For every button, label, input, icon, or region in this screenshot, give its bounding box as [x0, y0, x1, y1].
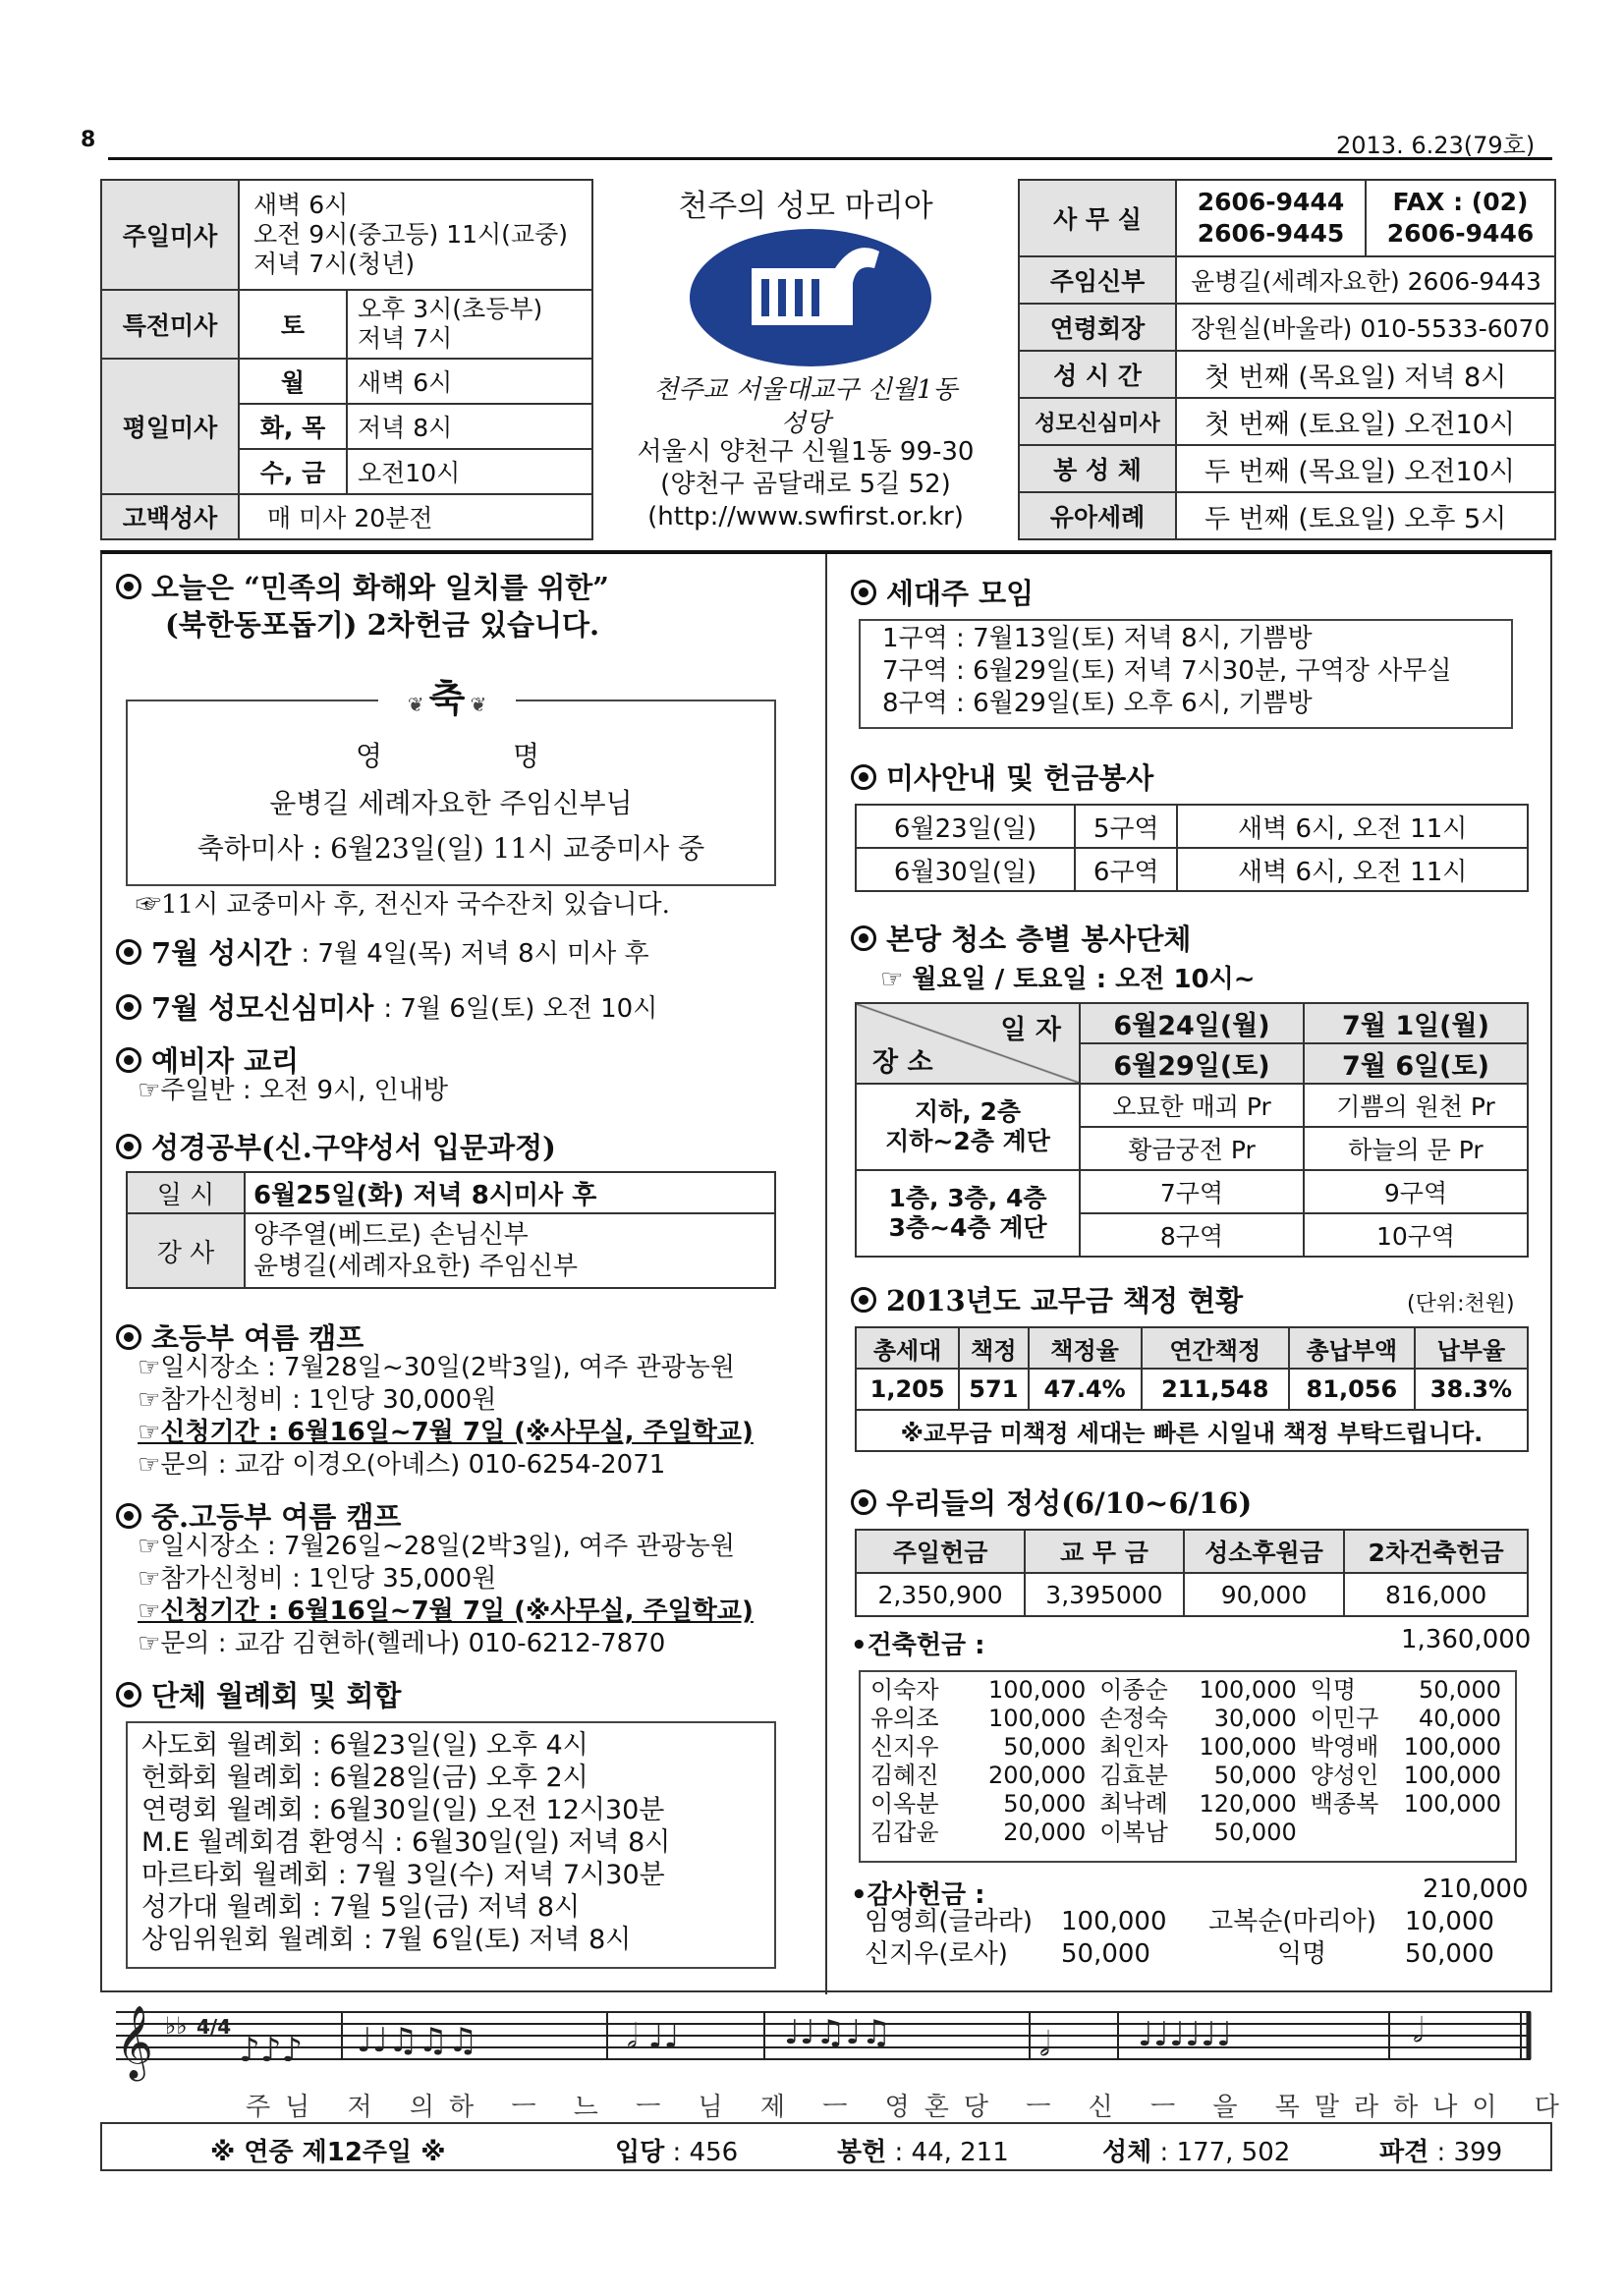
offering-notice — [116, 566, 609, 606]
bullet-icon — [116, 1682, 141, 1708]
marian-mass — [116, 986, 657, 1027]
donor-name: 최인자 — [1099, 1733, 1168, 1761]
kids-camp-details — [138, 1352, 754, 1482]
entry-hymn: : 456 — [672, 2138, 739, 2167]
special-mass-label: 특전미사 — [101, 290, 239, 359]
lecturer: 양주열(베드로) 손님신부 — [253, 1220, 529, 1250]
svg-text:𝅗𝅥: 𝅗𝅥 — [1413, 2011, 1424, 2050]
congrats-sub-right: 명 — [513, 740, 540, 772]
groups-box — [126, 1721, 776, 1969]
offering-header: 성소후원금 — [1184, 1530, 1345, 1573]
missal-district: 5구역 — [1075, 805, 1177, 848]
offering-header: 교 무 금 — [1025, 1530, 1184, 1573]
bullet-icon — [851, 1287, 876, 1313]
district-meetings — [851, 572, 1034, 612]
district-title: 세대주 모임 — [886, 577, 1035, 610]
kids-camp-line: ☞일시장소 : 7월28일~30일(2박3일), 여주 관광농원 — [138, 1353, 735, 1382]
donor-amount: 50,000 — [1003, 1790, 1087, 1818]
missal-date: 6월30일(일) — [856, 848, 1075, 891]
teen-camp — [116, 1495, 401, 1536]
missal-table — [855, 804, 1529, 892]
music-staff — [116, 2002, 1540, 2087]
office-fax: FAX : (02) 2606-9446 — [1366, 180, 1555, 256]
bible-date-label: 일 시 — [127, 1172, 245, 1213]
thanks-amount: 10,000 — [1405, 1907, 1494, 1936]
svg-text:♪♪♪: ♪♪♪ — [239, 2031, 304, 2070]
missal-time: 새벽 6시, 오전 11시 — [1177, 848, 1528, 891]
catechumen-title: 예비자 교리 — [151, 1044, 300, 1078]
road-address-line: (양천구 곰달래로 5길 52) — [660, 470, 951, 499]
offertory-hymn: : 44, 211 — [894, 2138, 1009, 2167]
donor-name: 최낙례 — [1099, 1790, 1168, 1818]
donor-amount: 40,000 — [1419, 1705, 1501, 1732]
cleaning-group: 7구역 — [1080, 1170, 1304, 1213]
sunday-time: 저녁 7시(청년) — [253, 250, 416, 278]
page-number: 8 — [81, 128, 96, 152]
cleaning-date: 7월 1일(월) — [1304, 1003, 1528, 1043]
bible-lecturers — [245, 1213, 775, 1288]
bullet-icon — [116, 939, 141, 965]
group-line: 연령회 월례회 : 6월30일(일) 오전 12시30분 — [141, 1795, 665, 1825]
contact-label: 성모신심미사 — [1019, 398, 1176, 445]
sunday-time: 새벽 6시 — [253, 191, 349, 219]
svg-text:𝄞: 𝄞 — [116, 2006, 153, 2079]
congrats-sub-left: 영 — [356, 740, 383, 772]
cleaning-date: 6월29일(토) — [1080, 1043, 1304, 1084]
thanks-total: 210,000 — [1423, 1875, 1529, 1904]
catechumen-detail: ☞주일반 : 오전 9시, 인내방 — [138, 1076, 448, 1105]
special-mass-day: 토 — [239, 290, 347, 359]
donor-amount: 50,000 — [1213, 1762, 1297, 1789]
dues-value: 211,548 — [1142, 1369, 1289, 1410]
notice-line-1: 오늘은 “민족의 화해와 일치를 위한” — [151, 571, 609, 604]
donor-name: 이종순 — [1099, 1676, 1168, 1704]
group-line: 상임위원회 월례회 : 7월 6일(토) 저녁 8시 — [141, 1925, 632, 1955]
building-donors-box — [859, 1670, 1517, 1863]
offering-value: 816,000 — [1344, 1573, 1528, 1616]
cleaning-place: 1층, 3층, 4층 3층~4층 계단 — [856, 1170, 1080, 1257]
weekday-time: 새벽 6시 — [347, 359, 592, 404]
sunday-time: 오전 9시(중고등) 11시(교중) — [253, 220, 568, 249]
district-line: 7구역 : 6월29일(토) 저녁 7시30분, 구역장 사무실 — [882, 656, 1452, 686]
corner-date-label: 일 자 — [1000, 1015, 1061, 1045]
cleaning-date: 6월24일(월) — [1080, 1003, 1304, 1043]
bullet-icon — [116, 994, 141, 1020]
contact-label: 주임신부 — [1019, 256, 1176, 304]
cleaning-corner — [856, 1003, 1080, 1084]
thanks-donors — [865, 1906, 1494, 1971]
svg-text:𝅗𝅥 ♩♩: 𝅗𝅥 ♩♩ — [627, 2017, 680, 2056]
group-line: 사도회 월례회 : 6월23일(일) 오후 4시 — [141, 1730, 588, 1761]
cleaning-group: 오묘한 매괴 Pr — [1080, 1084, 1304, 1127]
bible-title: 성경공부(신.구약성서 입문과정) — [151, 1131, 556, 1164]
svg-text:♩♩♫♫♫: ♩♩♫♫♫ — [357, 2021, 478, 2060]
missal-time: 새벽 6시, 오전 11시 — [1177, 805, 1528, 848]
donor-amount: 50,000 — [1419, 1676, 1501, 1704]
group-meetings — [116, 1674, 401, 1714]
group-line: 헌화회 월례회 : 6월28일(금) 오후 2시 — [141, 1763, 588, 1793]
donor-amount: 100,000 — [987, 1676, 1087, 1704]
cleaning-group: 10구역 — [1304, 1213, 1528, 1257]
issue-date: 2013. 6.23(79호) — [1336, 132, 1536, 159]
building-label: •건축헌금 : — [851, 1631, 985, 1660]
column-divider — [825, 554, 827, 1994]
contact-value: 첫 번째 (토요일) 오전10시 — [1176, 398, 1555, 445]
congrats-note: ☞11시 교중미사 후, 전신자 국수잔치 있습니다. — [136, 890, 670, 920]
parish-seal-text: 천주교 서울대교구 신월1동 성당 — [653, 375, 958, 438]
special-mass-times — [347, 290, 592, 359]
dues-header: 책정 — [959, 1327, 1028, 1369]
thanks-donor: 고복순(마리아) — [1208, 1907, 1376, 1936]
footer-week: ※ 연중 제12주일 ※ — [210, 2138, 446, 2167]
cleaning-title: 본당 청소 층별 봉사단체 — [886, 923, 1192, 956]
kids-camp-title: 초등부 여름 캠프 — [151, 1321, 364, 1355]
weekday-time: 저녁 8시 — [347, 404, 592, 449]
cleaning-group: 8구역 — [1080, 1213, 1304, 1257]
donor-name: 김갑윤 — [870, 1819, 939, 1846]
dues-status — [851, 1279, 1243, 1319]
donor-amount: 20,000 — [1003, 1819, 1087, 1846]
teen-camp-line: ☞일시장소 : 7월26일~28일(2박3일), 여주 관광농원 — [138, 1532, 735, 1561]
bullet-icon — [851, 1489, 876, 1515]
dues-title: 2013년도 교무금 책정 현황 — [886, 1284, 1244, 1317]
bullet-icon — [116, 1503, 141, 1529]
thanks-amount: 50,000 — [1405, 1939, 1494, 1969]
donor-name: 익명 — [1310, 1676, 1357, 1704]
offering-value: 2,350,900 — [856, 1573, 1025, 1616]
offering-value: 90,000 — [1184, 1573, 1345, 1616]
thanks-donor: 임영희(글라라) — [865, 1907, 1033, 1936]
dues-value: 47.4% — [1029, 1369, 1142, 1410]
laurel-right-icon: ❦ — [470, 693, 487, 716]
thanks-amount: 50,000 — [1061, 1939, 1150, 1969]
bible-lecturer-label: 강 사 — [127, 1213, 245, 1288]
donor-name: 신지우 — [870, 1733, 939, 1761]
dues-header: 총세대 — [856, 1327, 959, 1369]
donor-amount: 100,000 — [1403, 1733, 1501, 1761]
donor-amount: 100,000 — [1403, 1790, 1501, 1818]
bible-study — [116, 1126, 556, 1166]
bullet-icon — [116, 1047, 141, 1073]
donor-row — [870, 1733, 1515, 1762]
dues-value: 81,056 — [1289, 1369, 1415, 1410]
entry-label: 입당 — [615, 2138, 665, 2167]
dismissal-hymn: : 399 — [1436, 2138, 1503, 2167]
song-lyrics: 주님 저 의하 ㅡ 느 ㅡ 님 제 ㅡ 영혼당 ㅡ 신 ㅡ 을 목말라하나이 다 — [246, 2093, 1574, 2122]
bullet-icon — [116, 1324, 141, 1350]
congrats-name: 윤병길 세례자요한 주임신부님 — [269, 787, 633, 819]
kids-camp — [116, 1316, 364, 1357]
contacts-table — [1018, 179, 1556, 540]
holy-hour — [116, 931, 649, 972]
weekday-day: 수, 금 — [239, 449, 347, 494]
cleaning-place: 지하, 2층 지하~2층 계단 — [856, 1084, 1080, 1170]
special-time: 오후 3시(초등부) — [358, 295, 543, 323]
dues-value: 38.3% — [1415, 1369, 1528, 1410]
donor-row — [870, 1790, 1515, 1819]
cleaning-group: 하늘의 문 Pr — [1304, 1127, 1528, 1170]
offering-table — [855, 1529, 1529, 1617]
group-line: M.E 월례회겸 환영식 : 6월30일(일) 저녁 8시 — [141, 1827, 671, 1858]
dismissal-label: 파견 — [1379, 2138, 1429, 2167]
group-line: 마르타회 월례회 : 7월 3일(수) 저녁 7시30분 — [141, 1860, 665, 1890]
cleaning-group: 9구역 — [1304, 1170, 1528, 1213]
donor-name: 유의조 — [870, 1705, 939, 1732]
lecturer: 윤병길(세례자요한) 주임신부 — [253, 1252, 578, 1281]
teen-camp-line: ☞문의 : 교감 김현하(헬레나) 010-6212-7870 — [138, 1629, 666, 1658]
contact-value: 장원실(바울라) 010-5533-6070 — [1176, 304, 1555, 351]
donor-row — [870, 1762, 1515, 1790]
missal-date: 6월23일(일) — [856, 805, 1075, 848]
laurel-left-icon: ❦ — [407, 693, 424, 716]
svg-text:♩♩♫♩♫: ♩♩♫♩♫ — [784, 2013, 892, 2052]
sunday-mass-times — [239, 180, 592, 290]
weekday-time: 오전10시 — [347, 449, 592, 494]
donor-amount: 30,000 — [1213, 1705, 1297, 1732]
contact-value: 두 번째 (토요일) 오후 5시 — [1176, 492, 1555, 539]
teen-camp-line: ☞참가신청비 : 1인당 35,000원 — [138, 1564, 497, 1594]
donor-name: 이복남 — [1099, 1819, 1168, 1846]
contact-value: 윤병길(세례자요한) 2606-9443 — [1176, 256, 1555, 304]
donor-amount: 100,000 — [1403, 1762, 1501, 1789]
parish-motto: 천주의 성모 마리아 — [678, 189, 933, 224]
donor-name: 백종복 — [1310, 1790, 1379, 1818]
donor-name — [1311, 1819, 1404, 1847]
cleaning-schedule: ☞ 월요일 / 토요일 : 오전 10시~ — [880, 965, 1256, 994]
donor-row — [870, 1819, 1515, 1847]
group-line: 성가대 월례회 : 7월 5일(금) 저녁 8시 — [141, 1892, 581, 1923]
offering-value: 3,395000 — [1025, 1573, 1184, 1616]
thanks-label: •감사헌금 : — [851, 1880, 985, 1910]
offering-header: 주일헌금 — [856, 1530, 1025, 1573]
donor-amount: 100,000 — [1199, 1733, 1297, 1761]
corner-place-label: 장 소 — [872, 1047, 933, 1078]
donor-amount: 200,000 — [987, 1762, 1087, 1789]
donor-amount: 100,000 — [1199, 1676, 1297, 1704]
weekday-mass-label: 평일미사 — [101, 359, 239, 494]
congrats-wreath — [378, 668, 516, 727]
dues-unit: (단위:천원) — [1407, 1292, 1515, 1316]
dues-table — [855, 1326, 1529, 1452]
bullet-icon — [116, 574, 141, 599]
thanks-donor: 익명 — [1277, 1939, 1327, 1969]
holy-hour-title: 7월 성시간 — [151, 936, 292, 970]
building-total: 1,360,000 — [1401, 1625, 1532, 1654]
thanks-donor: 신지우(로사) — [865, 1939, 1008, 1969]
donor-name: 박영배 — [1310, 1733, 1379, 1761]
district-box — [859, 619, 1513, 729]
contact-value: 첫 번째 (목요일) 저녁 8시 — [1176, 351, 1555, 398]
confession-time: 매 미사 20분전 — [239, 494, 592, 539]
mass-schedule-table — [100, 179, 593, 540]
donor-name: 이옥분 — [870, 1790, 939, 1818]
contact-label: 성 시 간 — [1019, 351, 1176, 398]
holy-hour-time: : 7월 4일(목) 저녁 8시 미사 후 — [301, 939, 649, 969]
donor-amount: 50,000 — [1003, 1733, 1087, 1761]
marian-title: 7월 성모신심미사 — [151, 991, 374, 1025]
parish-logo-icon — [688, 224, 933, 371]
weekday-day: 월 — [239, 359, 347, 404]
dues-header: 총납부액 — [1289, 1327, 1415, 1369]
offering-title: 우리들의 정성(6/10~6/16) — [886, 1486, 1253, 1520]
kids-camp-line: ☞문의 : 교감 이경오(아녜스) 010-6254-2071 — [138, 1450, 666, 1480]
donor-name: 손정숙 — [1099, 1705, 1168, 1732]
donor-name: 김효분 — [1099, 1762, 1168, 1789]
svg-text:𝅗𝅥: 𝅗𝅥 — [1039, 2025, 1050, 2064]
confession-label: 고백성사 — [101, 494, 239, 539]
cleaning-group: 기쁨의 원천 Pr — [1304, 1084, 1528, 1127]
donor-row — [870, 1705, 1515, 1733]
dues-header: 연간책정 — [1142, 1327, 1289, 1369]
catechumen — [116, 1039, 299, 1080]
bullet-icon — [851, 764, 876, 790]
header-rule — [108, 157, 1552, 160]
notice-line-2: (북한동포돕기) 2차헌금 있습니다. — [165, 608, 600, 642]
teen-camp-details — [138, 1531, 754, 1660]
donor-amount — [1404, 1819, 1515, 1847]
offertory-label: 봉헌 — [837, 2138, 887, 2167]
contact-value: 두 번째 (목요일) 오전10시 — [1176, 445, 1555, 492]
offering-header: 2차건축헌금 — [1344, 1530, 1528, 1573]
cleaning-service — [851, 918, 1191, 958]
special-time: 저녁 7시 — [358, 324, 453, 353]
address-line: 서울시 양천구 신월1동 99-30 — [637, 437, 975, 467]
weekday-day: 화, 목 — [239, 404, 347, 449]
district-line: 8구역 : 6월29일(토) 오후 6시, 기쁨방 — [882, 689, 1313, 718]
cleaning-table — [855, 1002, 1529, 1258]
contact-label: 봉 성 체 — [1019, 445, 1176, 492]
donor-amount: 120,000 — [1199, 1790, 1297, 1818]
donor-amount: 50,000 — [1213, 1819, 1297, 1846]
bible-table — [126, 1171, 776, 1289]
dues-header: 납부율 — [1415, 1327, 1528, 1369]
donor-name: 김혜진 — [870, 1762, 939, 1789]
missal-service — [851, 756, 1153, 797]
parish-url[interactable]: (http://www.swfirst.or.kr) — [647, 502, 964, 532]
cleaning-date: 7월 6일(토) — [1304, 1043, 1528, 1084]
building-donors — [870, 1676, 1515, 1847]
dues-header: 책정율 — [1029, 1327, 1142, 1369]
bible-date: 6월25일(화) 저녁 8시미사 후 — [245, 1172, 775, 1213]
dues-value: 1,205 — [856, 1369, 959, 1410]
district-line: 1구역 : 7월13일(토) 저녁 8시, 기쁨방 — [882, 624, 1313, 653]
office-label: 사 무 실 — [1019, 180, 1176, 256]
svg-text:♩♩♩♩♩♩: ♩♩♩♩♩♩ — [1138, 2015, 1233, 2054]
teen-camp-title: 중.고등부 여름 캠프 — [151, 1500, 402, 1534]
marian-time: : 7월 6일(토) 오전 10시 — [383, 994, 658, 1024]
dues-value: 571 — [959, 1369, 1028, 1410]
missal-title: 미사안내 및 헌금봉사 — [886, 761, 1154, 795]
footer-bar — [100, 2122, 1552, 2171]
thanks-amount: 100,000 — [1061, 1907, 1167, 1936]
communion-hymn: : 177, 502 — [1159, 2138, 1291, 2167]
donor-amount: 100,000 — [987, 1705, 1087, 1732]
donor-name: 양성인 — [1310, 1762, 1379, 1789]
kids-camp-line: ☞신청기간 : 6월16일~7월 7일 (※사무실, 주일학교) — [138, 1418, 754, 1447]
contact-label: 연령회장 — [1019, 304, 1176, 351]
congrats-title: 축 — [428, 676, 466, 720]
missal-district: 6구역 — [1075, 848, 1177, 891]
donor-name: 이숙자 — [870, 1676, 939, 1704]
groups-title: 단체 월례회 및 회합 — [151, 1679, 402, 1712]
donor-row — [870, 1676, 1515, 1705]
office-phone: 2606-9444 2606-9445 — [1176, 180, 1366, 256]
kids-camp-line: ☞참가신청비 : 1인당 30,000원 — [138, 1385, 497, 1415]
congrats-mass: 축하미사 : 6월23일(일) 11시 교중미사 중 — [196, 832, 705, 865]
dues-note: ※교무금 미책정 세대는 빠른 시일내 책정 부탁드립니다. — [856, 1410, 1528, 1451]
sunday-mass-label: 주일미사 — [101, 180, 239, 290]
teen-camp-line: ☞신청기간 : 6월16일~7월 7일 (※사무실, 주일학교) — [138, 1596, 754, 1626]
contact-label: 유아세례 — [1019, 492, 1176, 539]
donor-name: 이민구 — [1310, 1705, 1379, 1732]
offerings — [851, 1482, 1252, 1522]
cleaning-group: 황금궁전 Pr — [1080, 1127, 1304, 1170]
bullet-icon — [116, 1134, 141, 1159]
parish-address — [599, 436, 1012, 533]
time-signature: 4/4 — [196, 2015, 232, 2039]
bullet-icon — [851, 580, 876, 605]
svg-text:♭♭: ♭♭ — [165, 2012, 188, 2040]
bullet-icon — [851, 925, 876, 951]
communion-label: 성체 — [1102, 2138, 1152, 2167]
